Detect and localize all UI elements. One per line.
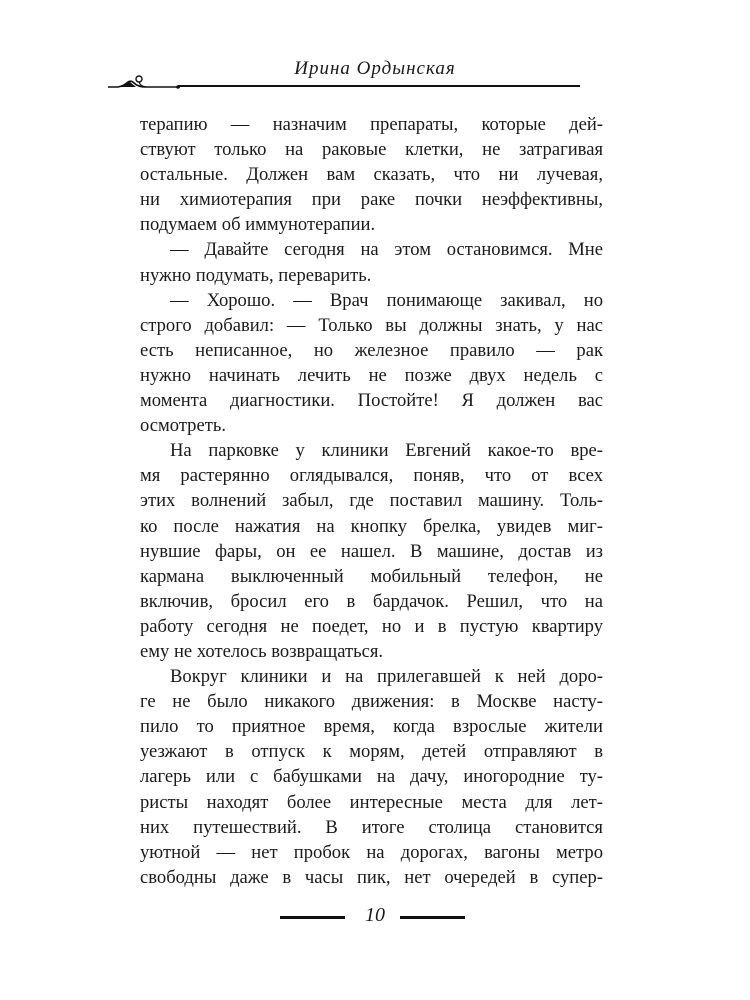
text-line: строго добавил: — Только вы должны знать, у нас [140, 314, 603, 336]
paragraph [140, 288, 603, 439]
text-line: мя растерянно оглядывался, поняв, что от всех [140, 465, 603, 487]
text-line: Вокруг клиники и на прилегавшей к ней доро- [170, 666, 603, 688]
running-header-author: Ирина Ордынская [294, 58, 456, 79]
paragraph [140, 237, 603, 287]
body-text [140, 112, 603, 890]
text-line: осмотреть. [140, 415, 226, 437]
header-rule [178, 85, 580, 87]
text-line: этих волнений забыл, где поставил машину. Толь- [140, 490, 603, 512]
text-line: нужно подумать, переварить. [140, 264, 372, 286]
text-line: лагерь или с бабушками на дачу, иногородние ту- [140, 766, 603, 788]
text-line: ему не хотелось возвращаться. [140, 640, 384, 662]
paragraph [140, 438, 603, 664]
paragraph [140, 112, 603, 237]
text-line: остальные. Должен вам сказать, что ни лучевая, [140, 164, 603, 186]
page-footer [0, 901, 750, 931]
text-line: момента диагностики. Постойте! Я должен вас [140, 390, 603, 412]
text-line: пило то приятное время, когда взрослые жители [140, 716, 603, 738]
text-line: терапию — назначим препараты, которые дей- [140, 114, 603, 135]
text-line: уезжают в отпуск к морям, детей отправляют в [140, 741, 603, 763]
text-line: ко после нажатия на кнопку брелка, увидев миг- [140, 515, 603, 537]
footer-rule-right [400, 916, 465, 919]
text-line: ристы находят более интересные места для лет- [140, 791, 603, 813]
text-line: нужно начинать лечить не позже двух недель с [140, 364, 603, 386]
text-line: них путешествий. В итоге столица становится [140, 816, 603, 838]
text-line: включив, бросил его в бардачок. Решил, что на [140, 590, 603, 612]
text-line: есть неписанное, но железное правило — рак [140, 339, 603, 361]
text-line: работу сегодня не поедет, но и в пустую квартиру [140, 615, 603, 637]
text-line: подумаем об иммунотерапии. [140, 214, 376, 236]
text-line: На парковке у клиники Евгений какое-то вре- [170, 440, 603, 462]
text-line: ни химиотерапия при раке почки неэффективны, [140, 189, 603, 211]
text-line: ге не было никакого движения: в Москве насту- [140, 691, 603, 713]
text-line: нувшие фары, он ее нашел. В машине, достав из [140, 540, 603, 562]
text-line: уютной — нет пробок на дорогах, вагоны метро [140, 841, 603, 863]
text-line: кармана выключенный мобильный телефон, не [140, 565, 603, 587]
text-line: свободны даже в часы пик, нет очередей в супер- [140, 866, 603, 888]
text-line: — Давайте сегодня на этом остановимся. Мне [170, 239, 603, 261]
page-number: 10 [365, 904, 385, 926]
footer-rule-left [280, 916, 345, 919]
text-line: ствуют только на раковые клетки, не затрагивая [140, 139, 603, 161]
text-line: — Хорошо. — Врач понимающе закивал, но [170, 289, 603, 311]
paragraph [140, 664, 603, 890]
